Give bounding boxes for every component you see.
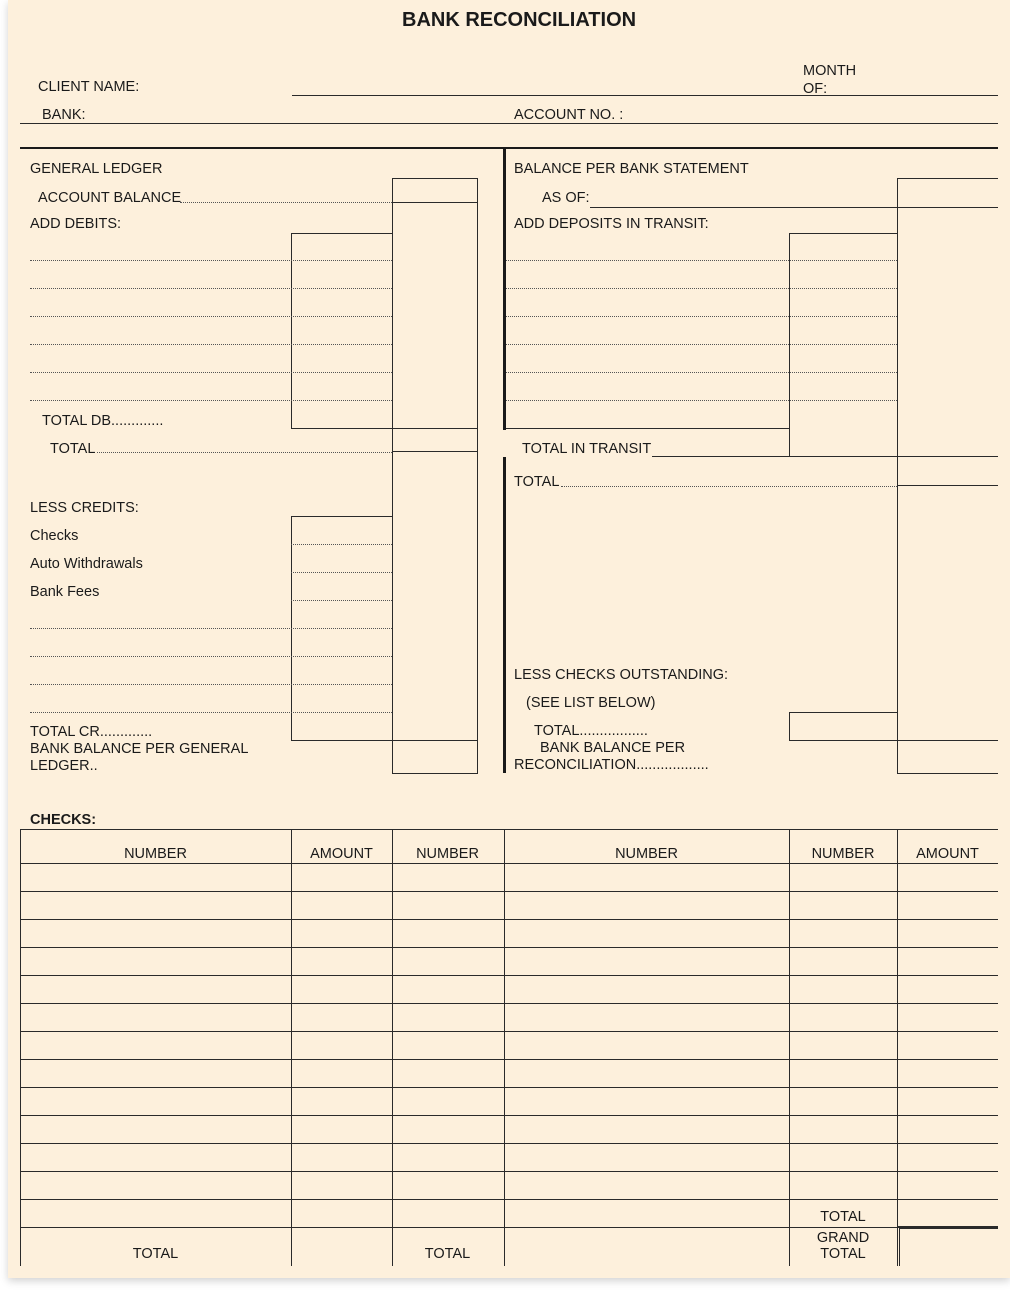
- table-col-line-4: [504, 829, 505, 1266]
- account-balance-leader: [180, 202, 392, 203]
- gl-amount-col-right: [477, 178, 478, 774]
- table-total-3: TOTAL: [820, 1209, 866, 1225]
- total-cr-label: TOTAL CR.............: [30, 724, 153, 740]
- credit-item-checks: Checks: [30, 528, 79, 544]
- table-row-line-13[interactable]: [20, 1227, 998, 1228]
- general-ledger-heading: GENERAL LEDGER: [30, 161, 163, 177]
- table-row-line-1[interactable]: [20, 891, 998, 892]
- deposit-col-left: [789, 233, 790, 457]
- account-balance-label: ACCOUNT BALANCE: [38, 190, 182, 206]
- col-header-number-3: NUMBER: [615, 846, 678, 862]
- section-divider: [20, 147, 998, 149]
- debit-box-bottom: [291, 428, 477, 429]
- debit-box-top: [291, 233, 392, 234]
- less-checks-label: LESS CHECKS OUTSTANDING:: [514, 667, 729, 683]
- as-of-label: AS OF:: [542, 190, 590, 206]
- deposit-entry-3[interactable]: [506, 316, 897, 317]
- credit-entry-3[interactable]: [291, 600, 392, 601]
- gl-total-leader: [97, 452, 392, 453]
- credit-box-top: [291, 516, 392, 517]
- as-of-field[interactable]: [590, 207, 998, 208]
- table-top-border: [20, 829, 998, 830]
- credit-box-bottom: [291, 740, 477, 741]
- gl-amount-top: [392, 178, 477, 179]
- debit-entry-4[interactable]: [30, 344, 392, 345]
- table-col-line-1: [20, 829, 21, 1266]
- credit-entry-4[interactable]: [30, 628, 392, 629]
- debit-entry-3[interactable]: [30, 316, 392, 317]
- outstanding-total-amount[interactable]: [789, 740, 998, 741]
- grand-total-label-1: GRAND: [816, 1230, 870, 1246]
- bank-field[interactable]: [20, 123, 998, 124]
- credit-item-auto-withdrawals: Auto Withdrawals: [30, 556, 143, 572]
- gl-balance-label-2: LEDGER..: [30, 758, 98, 774]
- month-label: MONTH: [803, 63, 857, 79]
- outstanding-box-top: [789, 712, 897, 713]
- col-header-number-2: NUMBER: [416, 846, 479, 862]
- table-col-line-6: [897, 829, 898, 1266]
- bs-total-leader: [561, 486, 897, 487]
- total-db-label: TOTAL DB.............: [42, 413, 164, 429]
- bs-balance-amount[interactable]: [897, 773, 998, 774]
- account-balance-amount[interactable]: [392, 202, 477, 203]
- deposit-entry-6[interactable]: [506, 400, 897, 401]
- debit-entry-2[interactable]: [30, 288, 392, 289]
- month-of-label: OF:: [803, 81, 828, 97]
- deposit-box-row-end: [506, 428, 789, 429]
- credit-entry-2[interactable]: [291, 572, 392, 573]
- table-row-line-5[interactable]: [20, 1003, 998, 1004]
- table-row-line-9[interactable]: [20, 1115, 998, 1116]
- column-divider-top: [503, 149, 506, 430]
- less-credits-label: LESS CREDITS:: [30, 500, 139, 516]
- outstanding-col-left: [789, 712, 790, 740]
- bs-amount-col-left: [897, 178, 898, 774]
- gl-total-label: TOTAL: [50, 441, 96, 457]
- table-col-line-3: [392, 829, 393, 1266]
- page-title: BANK RECONCILIATION: [402, 9, 637, 31]
- gl-balance-amount[interactable]: [392, 773, 477, 774]
- debit-entry-6[interactable]: [30, 400, 392, 401]
- gl-amount-col-left: [392, 178, 393, 774]
- bs-balance-label-2: RECONCILIATION..................: [514, 757, 709, 773]
- bs-total-amount[interactable]: [897, 485, 998, 486]
- table-row-line-12[interactable]: [20, 1199, 998, 1200]
- column-divider-bottom: [503, 457, 506, 773]
- deposit-entry-4[interactable]: [506, 344, 897, 345]
- bs-balance-label-1: BANK BALANCE PER: [540, 740, 686, 756]
- client-name-label: CLIENT NAME:: [38, 79, 140, 95]
- credit-item-bank-fees: Bank Fees: [30, 584, 100, 600]
- credit-entry-6[interactable]: [30, 684, 392, 685]
- gl-total-amount[interactable]: [392, 451, 477, 452]
- table-row-line-8[interactable]: [20, 1087, 998, 1088]
- table-row-line-2[interactable]: [20, 919, 998, 920]
- grand-total-label-2: TOTAL: [820, 1246, 866, 1262]
- total-in-transit-label: TOTAL IN TRANSIT: [522, 441, 652, 457]
- account-no-label: ACCOUNT NO. :: [514, 107, 624, 123]
- table-total-2: TOTAL: [424, 1246, 471, 1262]
- table-row-line-7[interactable]: [20, 1059, 998, 1060]
- table-row-line-4[interactable]: [20, 975, 998, 976]
- col-header-amount-1: AMOUNT: [310, 846, 373, 862]
- bs-total-label: TOTAL: [514, 474, 560, 490]
- table-total-1: TOTAL: [132, 1246, 179, 1262]
- bank-statement-heading: BALANCE PER BANK STATEMENT: [514, 161, 749, 177]
- debit-entry-1[interactable]: [30, 260, 392, 261]
- deposit-box-top: [789, 233, 897, 234]
- bs-amount-top: [897, 178, 998, 179]
- table-row-line-3[interactable]: [20, 947, 998, 948]
- table-row-line-6[interactable]: [20, 1031, 998, 1032]
- client-name-field[interactable]: [292, 95, 998, 96]
- deposit-entry-1[interactable]: [506, 260, 897, 261]
- total-in-transit-field[interactable]: [652, 456, 998, 457]
- reconciliation-form: [8, 0, 1010, 1278]
- debit-entry-5[interactable]: [30, 372, 392, 373]
- gl-balance-label-1: BANK BALANCE PER GENERAL: [30, 741, 249, 757]
- credit-entry-1[interactable]: [291, 544, 392, 545]
- col-header-number-1: NUMBER: [124, 846, 187, 862]
- credit-entry-7[interactable]: [30, 712, 392, 713]
- see-list-label: (SEE LIST BELOW): [526, 695, 656, 711]
- table-col-line-5: [789, 829, 790, 1266]
- table-row-line-11[interactable]: [20, 1171, 998, 1172]
- bs-total2-label: TOTAL.................: [534, 723, 648, 739]
- table-col-line-2: [291, 829, 292, 1266]
- grand-total-amount-box[interactable]: [897, 1226, 998, 1266]
- deposit-entry-2[interactable]: [506, 288, 897, 289]
- col-header-number-4: NUMBER: [811, 846, 875, 862]
- checks-heading: CHECKS:: [30, 812, 97, 828]
- add-deposits-label: ADD DEPOSITS IN TRANSIT:: [514, 216, 709, 232]
- credit-entry-5[interactable]: [30, 656, 392, 657]
- add-debits-label: ADD DEBITS:: [30, 216, 122, 232]
- bank-label: BANK:: [42, 107, 86, 123]
- deposit-entry-5[interactable]: [506, 372, 897, 373]
- col-header-amount-2: AMOUNT: [916, 846, 979, 862]
- table-header-divider: [20, 863, 998, 864]
- table-row-line-10[interactable]: [20, 1143, 998, 1144]
